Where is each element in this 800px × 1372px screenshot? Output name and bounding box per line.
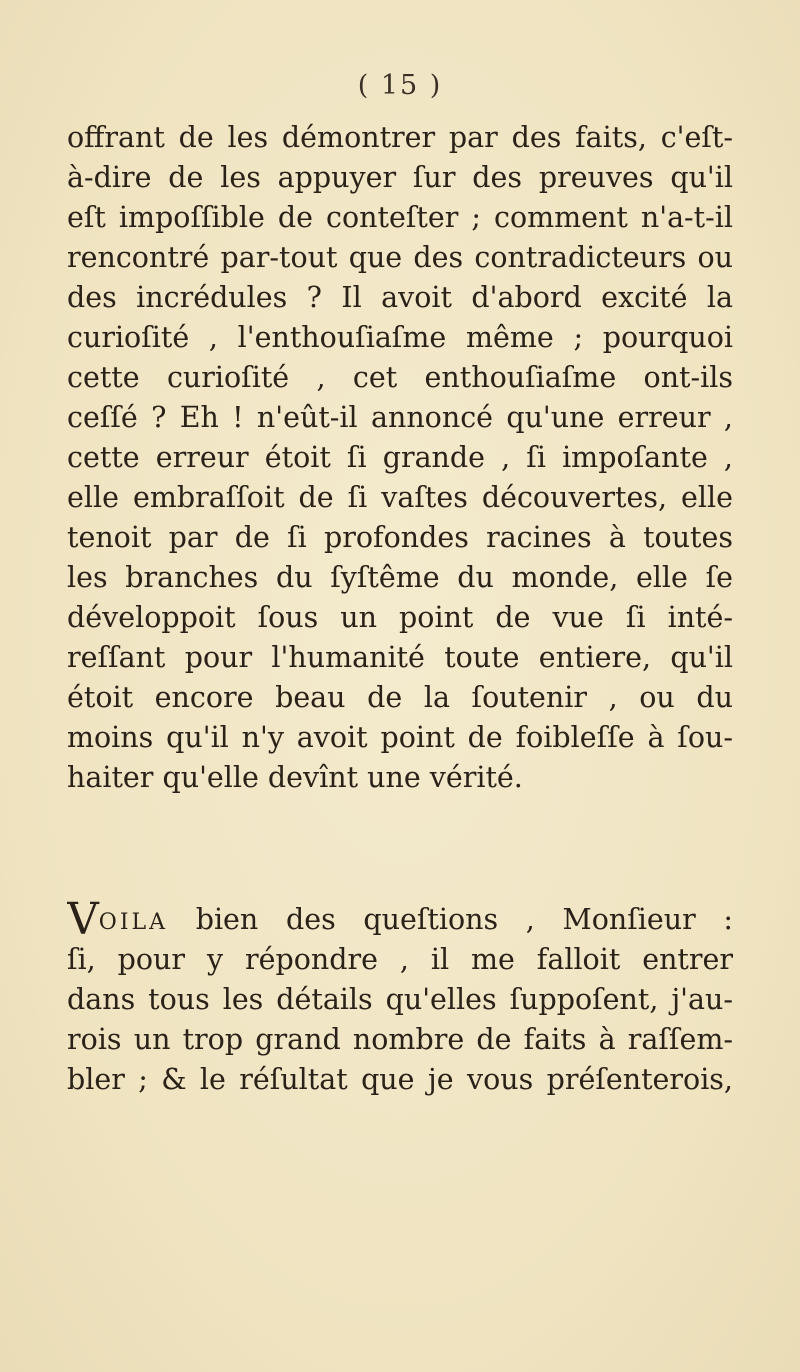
text-line: cette curioſité , cet enthouſiaſme ont-ils <box>67 361 733 394</box>
text-line: rencontré par-tout que des contradicteurs ou <box>67 241 733 274</box>
text-line: tenoit par de ſi profondes racines à toutes <box>67 521 733 554</box>
text-line: ceſſé ? Eh ! n'eût-il annoncé qu'une erreur , <box>67 401 733 434</box>
text-line: moins qu'il n'y avoit point de foibleſſe à ſou- <box>67 721 733 754</box>
text-line: dans tous les détails qu'elles ſuppoſent, j'au- <box>67 983 733 1016</box>
text-line: cette erreur étoit ſi grande , ſi impoſante , <box>67 441 733 474</box>
drop-cap: V <box>67 900 99 940</box>
text-line: elle embraſſoit de ſi vaſtes découvertes, elle <box>67 481 733 514</box>
text-line: rois un trop grand nombre de faits à raſſem- <box>67 1023 733 1056</box>
text-line: offrant de les démontrer par des faits, c'eſt- <box>67 121 733 154</box>
text-line: étoit encore beau de la ſoutenir , ou du <box>67 681 733 714</box>
text-line-first <box>67 900 733 940</box>
text-line: bler ; & le réſultat que je vous préſenterois, <box>67 1063 733 1096</box>
text-line: reſſant pour l'humanité toute entiere, qu'il <box>67 641 733 674</box>
text-line: haiter qu'elle devînt une vérité. <box>67 761 523 794</box>
text-line: ſi, pour y répondre , il me falloit entrer <box>67 943 733 976</box>
first-line-rest: bien des queſtions , Monſieur : <box>195 903 733 936</box>
text-line: eſt impoſſible de conteſter ; comment n'a-t-il <box>67 201 733 234</box>
text-line: à-dire de les appuyer ſur des preuves qu'il <box>67 161 733 194</box>
small-caps-word: OILA <box>98 910 169 935</box>
text-line: des incrédules ? Il avoit d'abord excité la <box>67 281 733 314</box>
text-line: curioſité , l'enthouſiaſme même ; pourquoi <box>67 321 733 354</box>
page-number: ( 15 ) <box>357 70 443 101</box>
text-line: les branches du ſyſtême du monde, elle ſe <box>67 561 733 594</box>
text-line: développoit ſous un point de vue ſi inté- <box>67 601 733 634</box>
